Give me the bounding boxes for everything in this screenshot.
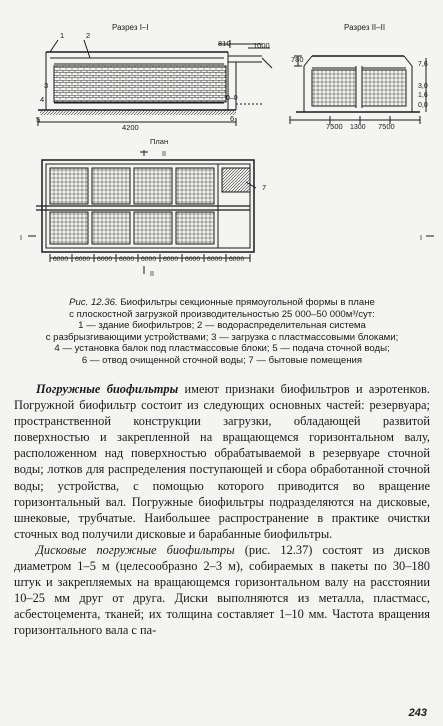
callout-7: 7 [262,183,267,192]
paragraph-disk-biofilters [14,542,430,639]
plan-dim: 6000 [97,256,113,263]
plan-dim: 6000 [141,256,157,263]
plan-dimension-row [53,256,244,263]
paragraph-text: (рис. 12.37) состоят из дисков диаметром 1–5 м (целесообразно 2–3 м), собираемых в пакеты по 30–180 штук и закрепляемых на вращающемся горизонтальном валу на расстоянии 10–25 мм друг от друга. Диски выполняются из металла, пластмасс, асбестоцемента, тканей; их толщина составляет 1–10 мм. Частота вращения горизонтального вала с па- [14,542,430,638]
dim-780: 780 [291,55,304,64]
paragraph-submerged-biofilters [14,381,430,542]
plan-dim: 6000 [53,256,69,263]
callout-4: 4 [40,95,45,104]
body-text [14,381,430,639]
dim-7500-right: 7500 [378,122,395,131]
term-submerged-biofilters: Погружные биофильтры [36,382,179,396]
paragraph-text: имеют признаки биофильтров и аэротенков. Погружной биофильтр состоит из следующих основных частей: резервуара; пространственной конструкции загрузки, обладающей развитой поверхностью и закрепленной на вращающемся горизонтальном валу, расположенном над поверхностью обрабатываемой в резервуаре сточной воды; лотков для распределения поступающей и сбора обработанной сточной воды; устройства, с помощью которого приводится во вращение горизонтальный вал. Погружные биофильтры подразделяются на дисковые, шнековые, трубчатые. Наибольшее распространение в практике очистки сточных вод получили дисковые и барабанные биофильтры. [14,382,430,541]
caption-line: 6 — отвод очищенной сточной воды; 7 — бытовые помещения [81,354,363,366]
dim-3-0: 3,0 [418,83,428,90]
dim-7500-left: 7500 [326,122,343,131]
caption-line: с разбрызгивающими устройствами; 3 — загрузка с пластмассовыми блоками; [45,331,399,343]
section-mark-ii-top: II [162,151,166,158]
callout-2: 2 [86,31,91,40]
plan-dim: 6000 [229,256,245,263]
plan-title: План [150,137,169,146]
section1-title: Разрез I–I [112,23,149,32]
plan-dim: 6000 [75,256,91,263]
callout-3: 3 [44,81,49,90]
figure-biofilter-drawing [0,0,443,298]
plan-dim: 6000 [185,256,201,263]
dim-1300: 1300 [350,124,366,131]
dim-0-0: 0,0 [418,102,428,109]
caption-title-line: Биофильтры секционные прямоугольной формы в плане [120,297,375,308]
dim-810: 810 [218,39,231,48]
plan-dim: 6000 [207,256,223,263]
technical-drawing [0,0,443,298]
section-mark-i-left: I [20,235,22,242]
dim-4200: 4200 [122,123,139,132]
caption-line: 1 — здание биофильтров; 2 — водораспределительная система [78,320,366,332]
page-number: 243 [408,707,427,719]
plan-dim: 6000 [163,256,179,263]
term-disk-biofilters: Дисковые погружные биофильтры [36,542,235,557]
callout-5: 5 [36,115,41,124]
dim-1-6: 1,6 [418,92,428,99]
callout-1: 1 [60,31,65,40]
caption-line: 4 — установка балок под пластмассовые блоки; 5 — подача сточной воды; [54,343,390,355]
section-mark-i-right: I [420,235,422,242]
dim-1000: 1000 [253,41,270,50]
section2-view [290,56,426,124]
section-mark-ii-bottom: II [150,271,154,278]
section2-title: Разрез II–II [344,23,386,32]
mark-zero: 0–0 [226,95,238,102]
dim-7-6: 7,6 [418,61,428,68]
caption-number: Рис. 12.36. [69,297,118,308]
figure-caption [16,297,428,367]
plan-dim: 6000 [119,256,135,263]
callout-6: 6 [230,114,235,123]
caption-line: с плоскостной загрузкой производительностью 25 000–50 000м³/сут: [69,308,375,320]
section1-view [38,40,270,126]
